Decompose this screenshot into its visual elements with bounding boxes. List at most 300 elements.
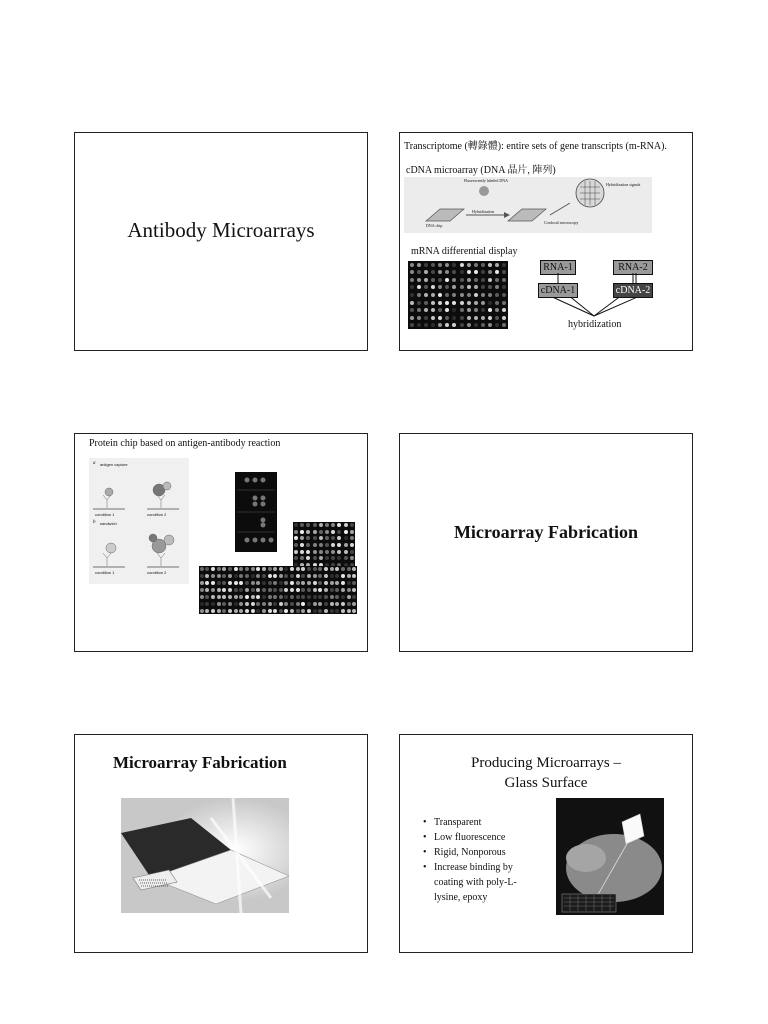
array-spot: [279, 581, 283, 585]
array-spot: [417, 293, 421, 297]
rna2-box: RNA-2: [613, 260, 653, 275]
array-spot: [205, 602, 209, 606]
array-spot: [341, 574, 345, 578]
array-spot: [331, 556, 335, 560]
array-spot: [460, 293, 464, 297]
array-spot: [474, 316, 478, 320]
array-spot: [245, 595, 249, 599]
array-spot: [502, 316, 506, 320]
array-spot: [256, 602, 260, 606]
array-spot: [239, 595, 243, 599]
array-spot: [481, 308, 485, 312]
array-spot: [424, 316, 428, 320]
array-spot: [502, 293, 506, 297]
slide-title: Antibody Microarrays: [127, 218, 315, 242]
array-spot: [417, 308, 421, 312]
array-spot: [217, 567, 221, 571]
array-spot: [438, 308, 442, 312]
array-spot: [445, 285, 449, 289]
array-spot: [228, 588, 232, 592]
array-spot: [222, 581, 226, 585]
array-spot: [344, 523, 348, 527]
condition-label: condition 1: [95, 570, 115, 575]
array-spot: [410, 263, 414, 267]
array-spot: [324, 609, 328, 613]
array-spot: [325, 523, 329, 527]
array-spot: [319, 523, 323, 527]
array-spot: [347, 581, 351, 585]
array-spot: [331, 550, 335, 554]
array-spot: [335, 581, 339, 585]
array-spot: [488, 308, 492, 312]
array-spot: [205, 595, 209, 599]
array-spot: [296, 602, 300, 606]
array-spot: [234, 574, 238, 578]
slide-title-line-1: Producing Microarrays –: [471, 755, 621, 771]
array-spot: [279, 574, 283, 578]
array-spot: [279, 609, 283, 613]
array-spot: [330, 581, 334, 585]
array-spot: [211, 609, 215, 613]
array-spot: [290, 567, 294, 571]
array-spot: [200, 602, 204, 606]
array-spot: [234, 581, 238, 585]
array-spot: [262, 581, 266, 585]
array-spot: [452, 263, 456, 267]
array-spot: [211, 567, 215, 571]
array-spot: [284, 588, 288, 592]
array-spot: [337, 523, 341, 527]
array-spot: [307, 588, 311, 592]
array-spot: [452, 316, 456, 320]
array-spot: [228, 609, 232, 613]
array-spot: [290, 588, 294, 592]
array-spot: [445, 308, 449, 312]
array-spot: [319, 543, 323, 547]
array-spot: [452, 293, 456, 297]
array-spot: [279, 602, 283, 606]
array-spot: [495, 316, 499, 320]
array-spot: [467, 285, 471, 289]
array-spot: [273, 574, 277, 578]
array-spot: [410, 270, 414, 274]
slide-title: Microarray Fabrication: [453, 522, 639, 542]
array-spot: [262, 574, 266, 578]
array-spot: [217, 581, 221, 585]
microarray-slide-graphic: [121, 798, 289, 913]
array-spot: [344, 530, 348, 534]
array-spot: [301, 574, 305, 578]
array-spot: [347, 588, 351, 592]
array-spot: [284, 574, 288, 578]
array-spot: [410, 285, 414, 289]
array-spot: [313, 530, 317, 534]
array-spot: [205, 574, 209, 578]
array-spot: [251, 588, 255, 592]
array-spot: [445, 270, 449, 274]
bullet-item: • Low fluorescence: [434, 830, 542, 845]
array-spot: [502, 263, 506, 267]
bullet-item: • Transparent: [434, 815, 542, 830]
array-spot: [268, 588, 272, 592]
array-spot: [300, 523, 304, 527]
array-spot: [452, 301, 456, 305]
array-spot: [347, 595, 351, 599]
array-spot: [251, 609, 255, 613]
array-spot: [481, 285, 485, 289]
array-spot: [306, 536, 310, 540]
array-spot: [452, 285, 456, 289]
slide-title: Microarray Fabrication: [113, 753, 287, 772]
array-spot: [431, 270, 435, 274]
array-spot: [438, 278, 442, 282]
antigen-antibody-figure: [89, 458, 189, 584]
array-spot: [431, 316, 435, 320]
slide-3: [74, 433, 368, 652]
array-spot: [344, 556, 348, 560]
array-spot: [341, 595, 345, 599]
array-spot: [445, 301, 449, 305]
array-spot: [352, 581, 356, 585]
array-spot: [245, 581, 249, 585]
array-spot: [301, 581, 305, 585]
array-spot: [313, 574, 317, 578]
array-spot: [488, 278, 492, 282]
array-spot: [325, 543, 329, 547]
array-spot: [307, 609, 311, 613]
array-spot: [228, 595, 232, 599]
array-spot: [307, 574, 311, 578]
diagram-label: Confocal microscopy: [544, 220, 579, 225]
array-spot: [488, 293, 492, 297]
array-spot: [318, 602, 322, 606]
array-spot: [290, 581, 294, 585]
transcriptome-text: Transcriptome (轉錄體): entire sets of gene transcripts (m-RNA).: [404, 141, 667, 152]
array-spot: [481, 301, 485, 305]
bullet-item: • Increase binding by coating with poly-L-lysine, epoxy: [434, 860, 542, 905]
array-spot: [319, 530, 323, 534]
hand-holding-slide-photo: [556, 798, 664, 915]
array-spot: [200, 588, 204, 592]
diagram-label: Fluorescently labeled DNA: [464, 178, 508, 183]
array-spot: [251, 567, 255, 571]
array-spot: [290, 602, 294, 606]
array-spot: [211, 595, 215, 599]
array-spot: [318, 574, 322, 578]
array-spot: [217, 609, 221, 613]
array-spot: [239, 574, 243, 578]
array-spot: [502, 270, 506, 274]
array-spot: [313, 595, 317, 599]
array-spot: [502, 301, 506, 305]
array-spot: [300, 530, 304, 534]
array-spot: [352, 574, 356, 578]
array-spot: [460, 316, 464, 320]
slide-1: [74, 132, 368, 351]
array-spot: [330, 602, 334, 606]
array-spot: [474, 293, 478, 297]
array-spot: [481, 323, 485, 327]
array-spot: [474, 278, 478, 282]
array-spot: [205, 567, 209, 571]
array-spot: [325, 530, 329, 534]
panel-a-label: a: [93, 461, 96, 466]
array-spot: [481, 293, 485, 297]
array-spot: [307, 567, 311, 571]
array-spot: [452, 270, 456, 274]
array-spot: [331, 536, 335, 540]
slide-6: [399, 734, 693, 953]
array-spot: [234, 567, 238, 571]
spot-panels-graphic: [235, 472, 277, 552]
condition-label: condition 1: [95, 512, 115, 517]
panel-b-label: b: [93, 520, 96, 525]
diagram-label: DNA chip: [426, 223, 443, 228]
array-spot: [300, 543, 304, 547]
array-spot: [431, 308, 435, 312]
array-spot: [217, 574, 221, 578]
rna1-box: RNA-1: [540, 260, 576, 275]
array-spot: [417, 278, 421, 282]
array-spot: [330, 588, 334, 592]
slide-title-line-2: Glass Surface: [504, 775, 588, 791]
array-spot: [410, 278, 414, 282]
array-spot: [268, 609, 272, 613]
cdna-microarray-text: cDNA microarray (DNA 晶片, 陣列): [406, 165, 556, 176]
array-spot: [445, 316, 449, 320]
array-spot: [488, 285, 492, 289]
array-spot: [300, 536, 304, 540]
array-spot: [331, 530, 335, 534]
array-spot: [424, 285, 428, 289]
array-spot: [495, 270, 499, 274]
array-spot: [200, 595, 204, 599]
array-spot: [279, 567, 283, 571]
array-spot: [228, 567, 232, 571]
array-spot: [424, 263, 428, 267]
array-spot: [474, 301, 478, 305]
array-spot: [290, 595, 294, 599]
array-spot: [445, 293, 449, 297]
array-spot: [337, 530, 341, 534]
array-spot: [217, 602, 221, 606]
array-spot: [313, 550, 317, 554]
array-spot: [417, 323, 421, 327]
array-spot: [347, 567, 351, 571]
array-spot: [350, 523, 354, 527]
array-spot: [307, 602, 311, 606]
array-spot: [467, 263, 471, 267]
array-spot: [200, 609, 204, 613]
array-spot: [296, 574, 300, 578]
array-spot: [495, 278, 499, 282]
diagram-label: Hybridization signals: [606, 182, 641, 187]
array-spot: [205, 588, 209, 592]
array-spot: [200, 574, 204, 578]
array-spot: [306, 543, 310, 547]
array-spot: [306, 550, 310, 554]
array-spot: [488, 270, 492, 274]
array-spot: [325, 536, 329, 540]
array-spot: [337, 550, 341, 554]
array-spot: [245, 602, 249, 606]
cdna2-box: cDNA-2: [613, 283, 653, 298]
array-spot: [347, 609, 351, 613]
array-spot: [256, 588, 260, 592]
array-spot: [410, 293, 414, 297]
array-spot: [324, 602, 328, 606]
array-spot: [245, 609, 249, 613]
array-spot: [239, 588, 243, 592]
array-spot: [410, 316, 414, 320]
array-spot: [344, 543, 348, 547]
slide-5: [74, 734, 368, 953]
array-spot: [481, 316, 485, 320]
array-spot: [211, 588, 215, 592]
array-spot: [474, 270, 478, 274]
array-spot: [410, 301, 414, 305]
array-spot: [256, 595, 260, 599]
array-spot: [460, 278, 464, 282]
bullet-list: [422, 815, 542, 905]
array-spot: [245, 567, 249, 571]
array-spot: [262, 588, 266, 592]
array-spot: [452, 308, 456, 312]
array-spot: [222, 595, 226, 599]
array-spot: [481, 278, 485, 282]
array-spot: [335, 588, 339, 592]
array-spot: [319, 550, 323, 554]
hand-slide-graphic: [556, 798, 664, 915]
array-spot: [502, 278, 506, 282]
slide-title: [400, 753, 692, 793]
array-spot: [331, 523, 335, 527]
array-spot: [347, 602, 351, 606]
hybridization-label: hybridization: [568, 319, 622, 330]
array-spot: [234, 609, 238, 613]
array-spot: [251, 574, 255, 578]
array-spot: [256, 567, 260, 571]
array-spot: [445, 263, 449, 267]
array-spot: [307, 595, 311, 599]
array-spot: [431, 263, 435, 267]
array-spot: [324, 588, 328, 592]
array-spot: [318, 609, 322, 613]
array-spot: [294, 536, 298, 540]
array-spot: [200, 581, 204, 585]
array-spot: [211, 581, 215, 585]
condition-label: condition 2: [147, 570, 167, 575]
array-spot: [211, 602, 215, 606]
array-spot: [318, 567, 322, 571]
array-spot: [313, 567, 317, 571]
array-spot: [417, 285, 421, 289]
array-spot: [301, 595, 305, 599]
array-spot: [474, 285, 478, 289]
array-spot: [350, 530, 354, 534]
array-spot: [438, 285, 442, 289]
slide-4: [399, 433, 693, 652]
array-spot: [424, 270, 428, 274]
array-spot: [222, 602, 226, 606]
array-spot: [268, 595, 272, 599]
array-spot: [460, 323, 464, 327]
array-spot: [352, 609, 356, 613]
array-spot: [301, 602, 305, 606]
array-spot: [205, 609, 209, 613]
array-spot: [325, 550, 329, 554]
array-spot: [306, 530, 310, 534]
array-spot: [228, 574, 232, 578]
array-spot: [350, 536, 354, 540]
array-spot: [251, 595, 255, 599]
array-spot: [284, 609, 288, 613]
array-spot: [301, 588, 305, 592]
array-spot: [319, 556, 323, 560]
array-spot: [474, 308, 478, 312]
array-spot: [313, 523, 317, 527]
array-spot: [284, 595, 288, 599]
array-spot: [495, 323, 499, 327]
protein-chip-caption: Protein chip based on antigen-antibody reaction: [89, 438, 281, 449]
array-spot: [474, 323, 478, 327]
array-spot: [279, 595, 283, 599]
array-spot: [445, 278, 449, 282]
array-spot: [341, 581, 345, 585]
array-spot: [234, 595, 238, 599]
array-spot: [273, 567, 277, 571]
array-spot: [352, 595, 356, 599]
array-spot: [262, 595, 266, 599]
array-spot: [460, 285, 464, 289]
array-spot: [268, 574, 272, 578]
array-spot: [324, 581, 328, 585]
array-spot: [222, 567, 226, 571]
array-spot: [262, 602, 266, 606]
array-spot: [488, 263, 492, 267]
array-spot: [335, 609, 339, 613]
array-spot: [438, 316, 442, 320]
array-spot: [217, 595, 221, 599]
array-spot: [279, 588, 283, 592]
array-spot: [325, 556, 329, 560]
array-spot: [344, 550, 348, 554]
array-spot: [318, 581, 322, 585]
array-spot: [294, 530, 298, 534]
array-spot: [424, 323, 428, 327]
array-spot: [452, 278, 456, 282]
array-spot: [431, 285, 435, 289]
array-spot: [452, 323, 456, 327]
array-spot: [313, 536, 317, 540]
array-spot: [460, 301, 464, 305]
array-spot: [445, 323, 449, 327]
array-spot: [350, 556, 354, 560]
array-spot: [313, 588, 317, 592]
array-spot: [200, 567, 204, 571]
antigen-capture-label: antigen capture: [100, 462, 128, 467]
array-spot: [467, 278, 471, 282]
array-spot: [268, 581, 272, 585]
array-spot: [467, 316, 471, 320]
array-spot: [352, 567, 356, 571]
array-spot: [301, 609, 305, 613]
array-spot: [256, 609, 260, 613]
array-spot: [290, 574, 294, 578]
array-spot: [205, 581, 209, 585]
array-spot: [245, 574, 249, 578]
array-spot: [296, 609, 300, 613]
